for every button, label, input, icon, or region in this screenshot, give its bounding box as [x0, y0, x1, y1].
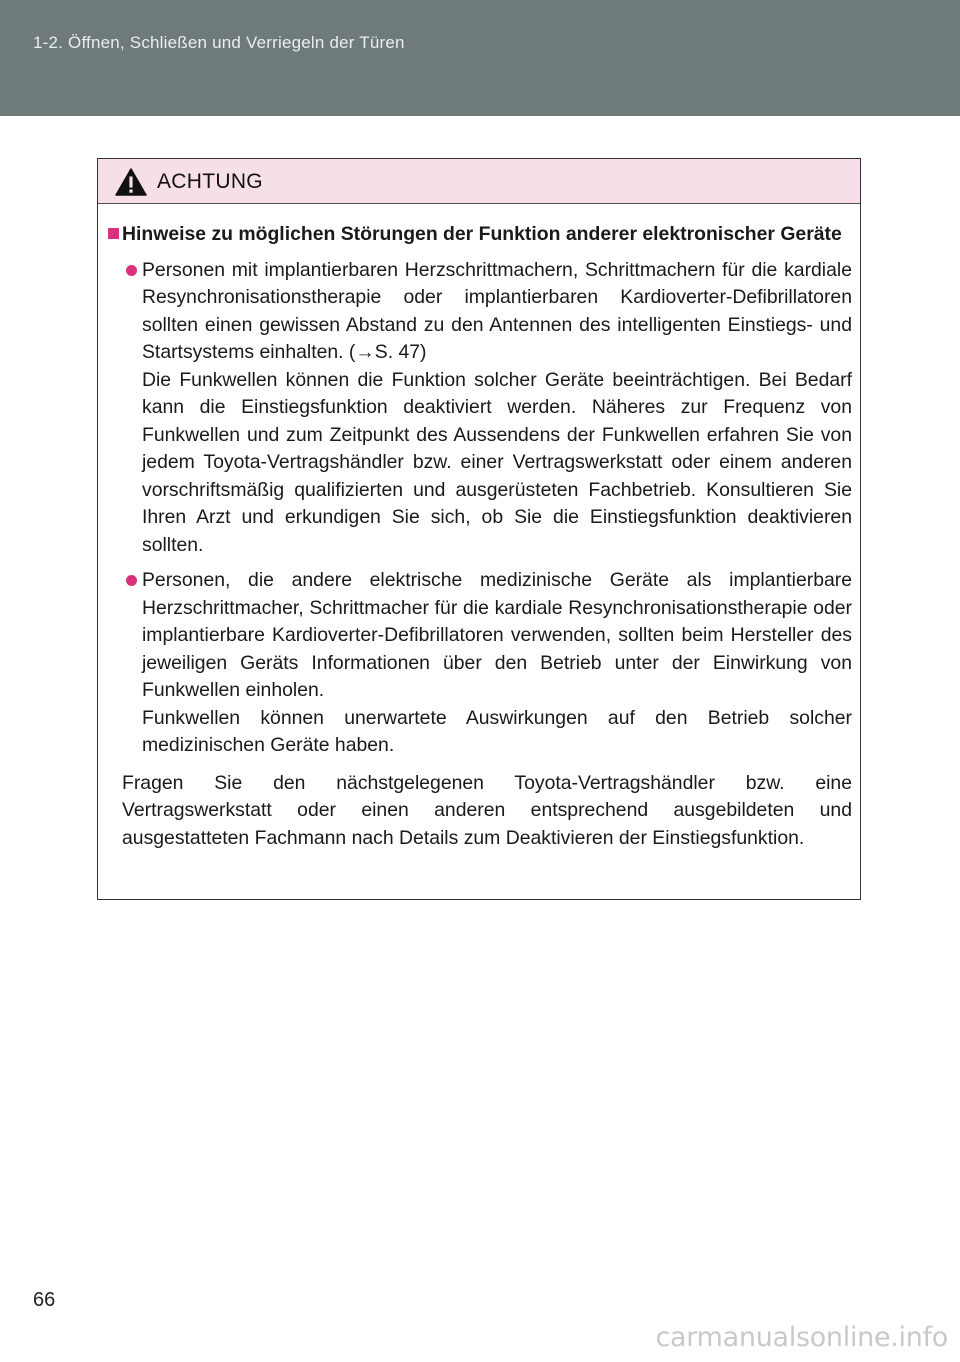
warning-content — [110, 221, 852, 852]
closing-paragraph: Fragen Sie den nächstgelegenen Toyota-Vertragshändler bzw. eine Vertragswerkstatt oder einen anderen entsprechend ausgebildeten und ausgestatteten Fachmann nach Details zum Deaktivieren der Einstiegsfunktion. — [122, 771, 852, 849]
bullet-paragraph: Die Funkwellen können die Funktion solcher Geräte beeinträchtigen. Bei Bedarf kann die Einstiegsfunktion deaktiviert werden. Näheres zur Frequenz von Funkwellen und zum Zeitpunkt des Aussendens der Funkwellen erfahren Sie von jedem Toyota-Vertragshändler bzw. einer Vertragswerkstatt oder einem anderen vorschriftsmäßig qualifizierten und ausgerüsteten Fachbetrieb. Konsultieren Sie Ihren Arzt und erkundigen Sie sich, ob Sie die Einstiegsfunktion deaktivieren sollten. — [142, 368, 852, 556]
warning-box — [97, 158, 861, 900]
list-item — [110, 567, 852, 760]
section-heading — [110, 221, 852, 249]
header-band — [0, 0, 960, 116]
watermark: carmanualsonline.info — [655, 1322, 948, 1353]
warning-triangle-icon — [115, 168, 147, 196]
dot-bullet-icon — [126, 575, 137, 586]
list-item — [110, 257, 852, 560]
bullet-paragraph: Personen, die andere elektrische medizinische Geräte als implantierbare Herzschrittmacher, Schrittmacher für die kardiale Resynchronisationstherapie oder implantierbare Kardioverter-Defibrillatoren verwenden, sollten beim Hersteller des jeweiligen Geräts Informationen über den Betrieb unter der Einwirkung von Funkwellen einholen. — [142, 569, 852, 701]
section-heading-text: Hinweise zu möglichen Störungen der Funktion anderer elektronischer Geräte — [122, 223, 842, 245]
warning-label: ACHTUNG — [157, 170, 263, 193]
bullet-paragraph: Funkwellen können unerwartete Auswirkungen auf den Betrieb solcher medizinischen Geräte haben. — [142, 706, 852, 756]
page-number: 66 — [33, 1289, 56, 1311]
bullet-paragraph: Personen mit implantierbaren Herzschrittmachern, Schrittmachern für die kardiale Resynchronisationstherapie oder implantierbaren Kardioverter-Defibrillatoren sollten einen gewissen Abstand zu den Antennen des intelligenten Einstiegs- und Startsystems einhalten. (→S. 47) — [142, 258, 852, 363]
section-title: 1-2. Öffnen, Schließen und Verriegeln der Türen — [33, 33, 405, 52]
dot-bullet-icon — [126, 265, 137, 276]
warning-header — [98, 159, 860, 204]
square-bullet-icon — [108, 228, 119, 239]
